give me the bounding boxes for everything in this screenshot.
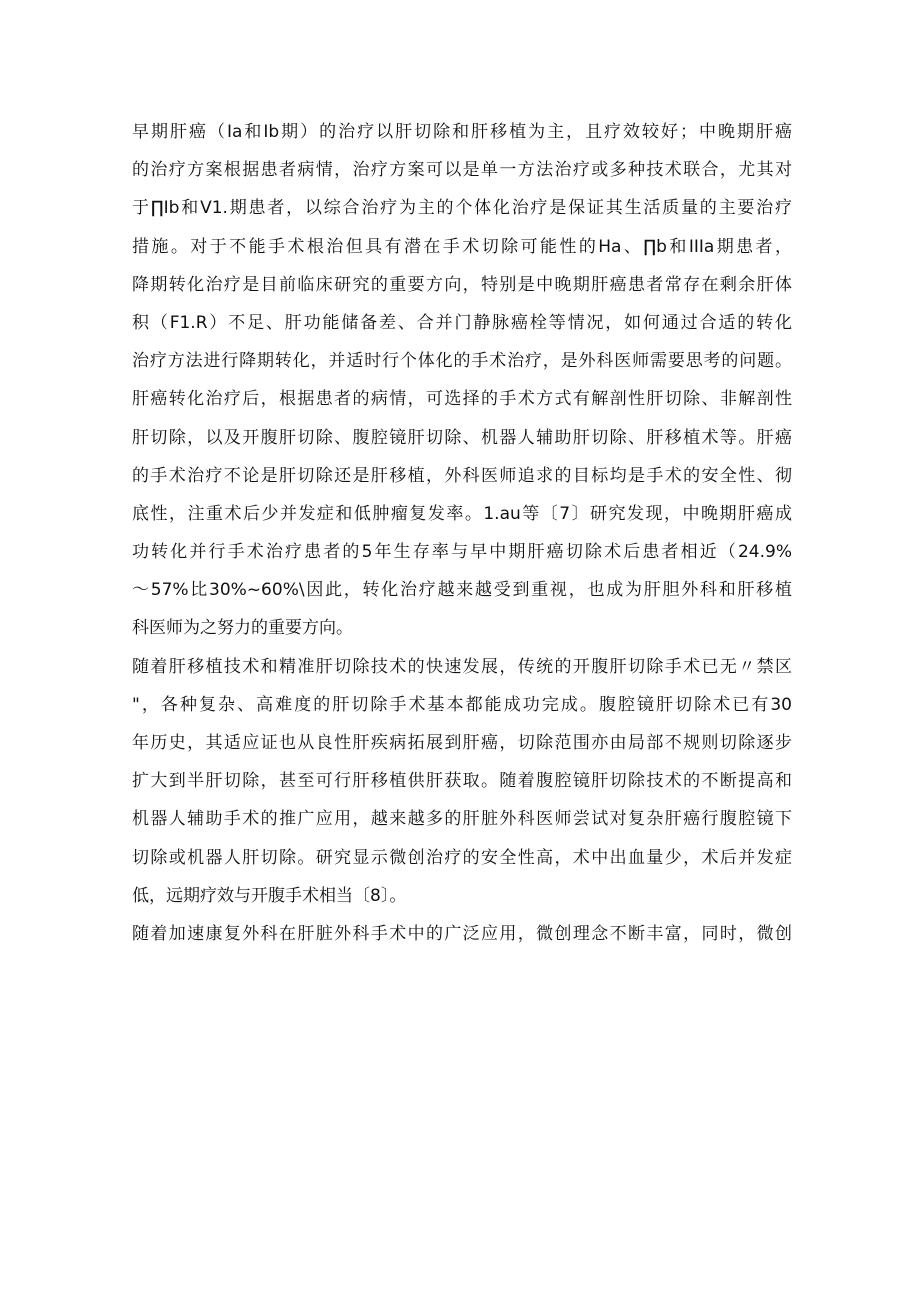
text-line: 随着加速康复外科在肝脏外科手术中的广泛应用，微创理念不断丰富，同时，微创 (132, 923, 792, 944)
text-line: 治疗方法进行降期转化，并适时行个体化的手术治疗，是外科医师需要思考的问题。 (132, 351, 792, 372)
text-line: ～57%比30%~60%\因此，转化治疗越来越受到重视，也成为肝胆外科和肝移植 (132, 580, 792, 601)
text-line: 措施。对于不能手术根治但具有潜在手术切除可能性的Ha、∏b和IIIa期患者， (132, 236, 792, 257)
text-line: 底性，注重术后少并发症和低肿瘤复发率。1.au等〔7〕研究发现，中晚期肝癌成 (132, 503, 792, 524)
text-line: 切除或机器人肝切除。研究显示微创治疗的安全性高，术中出血量少，术后并发症 (132, 847, 792, 868)
text-line: 降期转化治疗是目前临床研究的重要方向，特别是中晚期肝癌患者常存在剩余肝体 (132, 274, 792, 295)
text-line: 积（F1.R）不足、肝功能储备差、合并门静脉癌栓等情况，如何通过合适的转化 (132, 312, 792, 333)
text-line: 的治疗方案根据患者病情，治疗方案可以是单一方法治疗或多种技术联合，尤其对 (132, 160, 792, 181)
paragraph-3 (132, 648, 792, 915)
text-line: 肝癌转化治疗后，根据患者的病情，可选择的手术方式有解剖性肝切除、非解剖性 (132, 389, 792, 410)
text-line: 的手术治疗不论是肝切除还是肝移植，外科医师追求的目标均是手术的安全性、彻 (132, 465, 792, 486)
text-line: "，各种复杂、高难度的肝切除手术基本都能成功完成。腹腔镜肝切除术已有30 (132, 694, 792, 715)
text-line: 科医师为之努力的重要方向。 (132, 618, 353, 639)
text-line: 年历史，其适应证也从良性肝疾病拓展到肝癌，切除范围亦由局部不规则切除逐步 (132, 733, 792, 753)
text-line: 低，远期疗效与开腹手术相当〔8〕。 (132, 885, 407, 906)
body-text (132, 113, 792, 953)
text-line: 随着肝移植技术和精准肝切除技术的快速发展，传统的开腹肝切除手术已无〃禁区 (132, 656, 792, 677)
paragraph-1 (132, 113, 792, 380)
text-line: 早期肝癌（Ia和Ib期）的治疗以肝切除和肝移植为主，且疗效较好；中晚期肝癌 (132, 122, 792, 142)
text-line: 功转化并行手术治疗患者的5年生存率与早中期肝癌切除术后患者相近（24.9% (132, 542, 792, 563)
paragraph-2 (132, 380, 792, 647)
text-line: 肝切除，以及开腹肝切除、腹腔镜肝切除、机器人辅助肝切除、肝移植术等。肝癌 (132, 427, 792, 448)
text-line: 于∏Ib和V1.期患者，以综合治疗为主的个体化治疗是保证其生活质量的主要治疗 (132, 198, 792, 219)
paragraph-4 (132, 915, 792, 953)
text-line: 扩大到半肝切除，甚至可行肝移植供肝获取。随着腹腔镜肝切除技术的不断提高和 (132, 771, 792, 792)
text-line: 机器人辅助手术的推广应用，越来越多的肝脏外科医师尝试对复杂肝癌行腹腔镜下 (132, 809, 792, 830)
